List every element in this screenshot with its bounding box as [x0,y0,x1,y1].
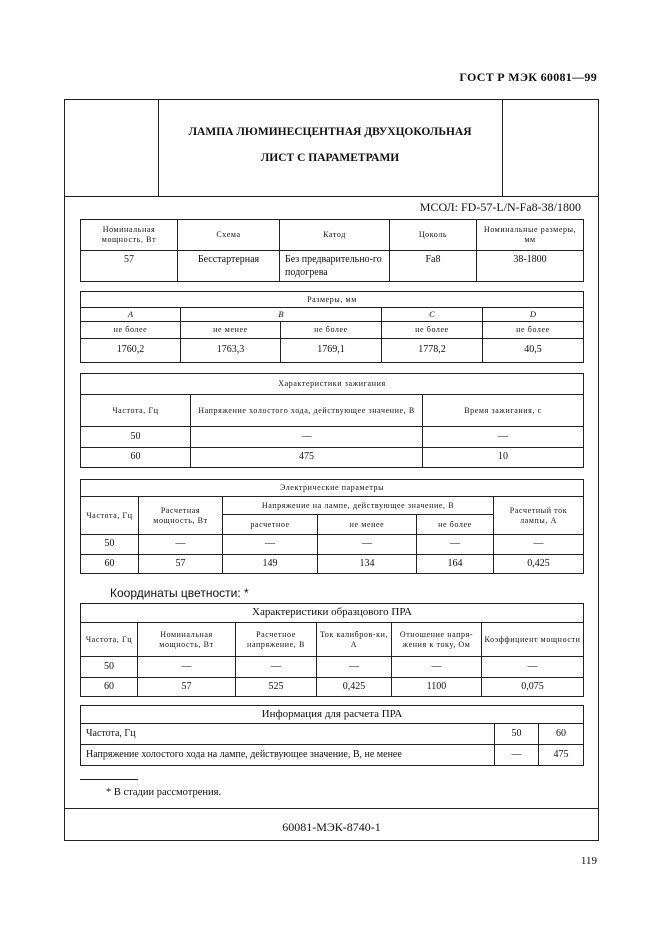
table-cell: 50 [495,724,539,745]
table-cell: — [318,535,417,555]
table-cell: — [417,535,494,555]
dim-limit: не более [382,322,483,339]
sheet-title: ЛАМПА ЛЮМИНЕСЦЕНТНАЯ ДВУХЦОКОЛЬНАЯ [188,126,472,138]
table-cell: — [236,657,317,678]
table-cell: — [495,745,539,766]
footnote: * В стадии рассмотрения. [106,787,222,798]
dim-letter: D [483,308,584,322]
table-cell: 134 [318,555,417,574]
dim-limit: не менее [181,322,281,339]
header-cell: Катод [280,220,390,251]
page-number: 119 [580,855,597,867]
table-cell: 0,425 [494,555,584,574]
table-cell: 0,075 [482,678,584,697]
table-title: Характеристики зажигания [81,374,584,395]
ballast-info-table [80,705,584,766]
header-cell: Ток калибров-ки, А [317,623,392,657]
table-cell: — [139,535,223,555]
header-cell: Цоколь [390,220,477,251]
table-cell: 10 [423,448,584,468]
table-cell: 525 [236,678,317,697]
table-title: Электрические параметры [81,480,584,497]
dim-letter: A [81,308,181,322]
table-title: Информация для расчета ПРА [81,706,584,724]
table-title: Характеристики образцового ПРА [81,604,584,623]
table-cell: 60 [81,448,191,468]
header-cell: Номинальная мощность, Вт [81,220,178,251]
header-cell: расчетное [223,515,318,535]
table-cell: 38-1800 [477,251,584,282]
table-cell: 50 [81,657,138,678]
table-cell: 475 [539,745,584,766]
table-cell: 149 [223,555,318,574]
header-cell: Напряжение на лампе, действующее значение, В [223,497,494,515]
dim-limit: не более [281,322,382,339]
title-left-divider [158,99,159,196]
table-cell: 57 [139,555,223,574]
header-cell: Схема [178,220,280,251]
dim-letter: B [181,308,382,322]
table-cell: — [191,427,423,448]
table-cell: Бесстартерная [178,251,280,282]
title-right-divider [502,99,503,196]
header-cell: Частота, Гц [81,395,191,427]
header-cell: не менее [318,515,417,535]
sheet-code: 60081-МЭК-8740-1 [282,820,381,834]
table-cell: — [482,657,584,678]
header-cell: Время зажигания, с [423,395,584,427]
title-divider [64,196,599,197]
table-cell: 50 [81,535,139,555]
table-cell: 164 [417,555,494,574]
dim-value: 1769,1 [281,339,382,363]
ballast-table [80,603,584,697]
dim-limit: не более [81,322,181,339]
header-cell: Частота, Гц [81,623,138,657]
sheet-subtitle: ЛИСТ С ПАРАМЕТРАМИ [260,152,400,164]
table-cell: — [223,535,318,555]
table-cell: 57 [81,251,178,282]
table-cell: — [423,427,584,448]
dim-value: 1763,3 [181,339,281,363]
table-cell: Частота, Гц [81,724,495,745]
table-cell: — [494,535,584,555]
table-title: Размеры, мм [81,292,584,308]
header-cell: Номинальные размеры, мм [477,220,584,251]
table-cell: — [392,657,482,678]
header-cell: Номинальная мощность, Вт [138,623,236,657]
table-cell: 60 [81,555,139,574]
header-cell: Отношение напря-жения к току, Ом [392,623,482,657]
header-cell: не более [417,515,494,535]
table-cell: — [138,657,236,678]
table-cell: Fa8 [390,251,477,282]
header-cell: Расчетная мощность, Вт [139,497,223,535]
header-cell: Частота, Гц [81,497,139,535]
header-cell: Расчетное напряжение, В [236,623,317,657]
dim-letter: C [382,308,483,322]
table-cell: 1100 [392,678,482,697]
main-params-table [80,219,584,282]
table-cell: 60 [539,724,584,745]
table-cell: 50 [81,427,191,448]
table-cell: 60 [81,678,138,697]
dimensions-table [80,291,584,363]
dim-value: 1760,2 [81,339,181,363]
table-cell: 475 [191,448,423,468]
footnote-rule [80,779,138,780]
table-cell: Без предварительно-го подогрева [280,251,390,282]
electrical-table [80,479,584,574]
dim-value: 40,5 [483,339,584,363]
table-cell: 0,425 [317,678,392,697]
ignition-table [80,373,584,468]
lamp-designation: МСОЛ: FD-57-L/N-Fa8-38/1800 [419,200,581,214]
table-cell: — [317,657,392,678]
header-cell: Напряжение холостого хода, действующее значение, В [191,395,423,427]
dim-value: 1778,2 [382,339,483,363]
chromaticity-label: Координаты цветности: * [110,586,249,600]
header-cell: Коэффициент мощности [482,623,584,657]
header-cell: Расчетный ток лампы, А [494,497,584,535]
footer-divider [64,808,599,809]
table-cell: Напряжение холостого хода на лампе, действующее значение, В, не менее [81,745,495,766]
table-cell: 57 [138,678,236,697]
standard-header: ГОСТ Р МЭК 60081—99 [459,70,597,84]
dim-limit: не более [483,322,584,339]
